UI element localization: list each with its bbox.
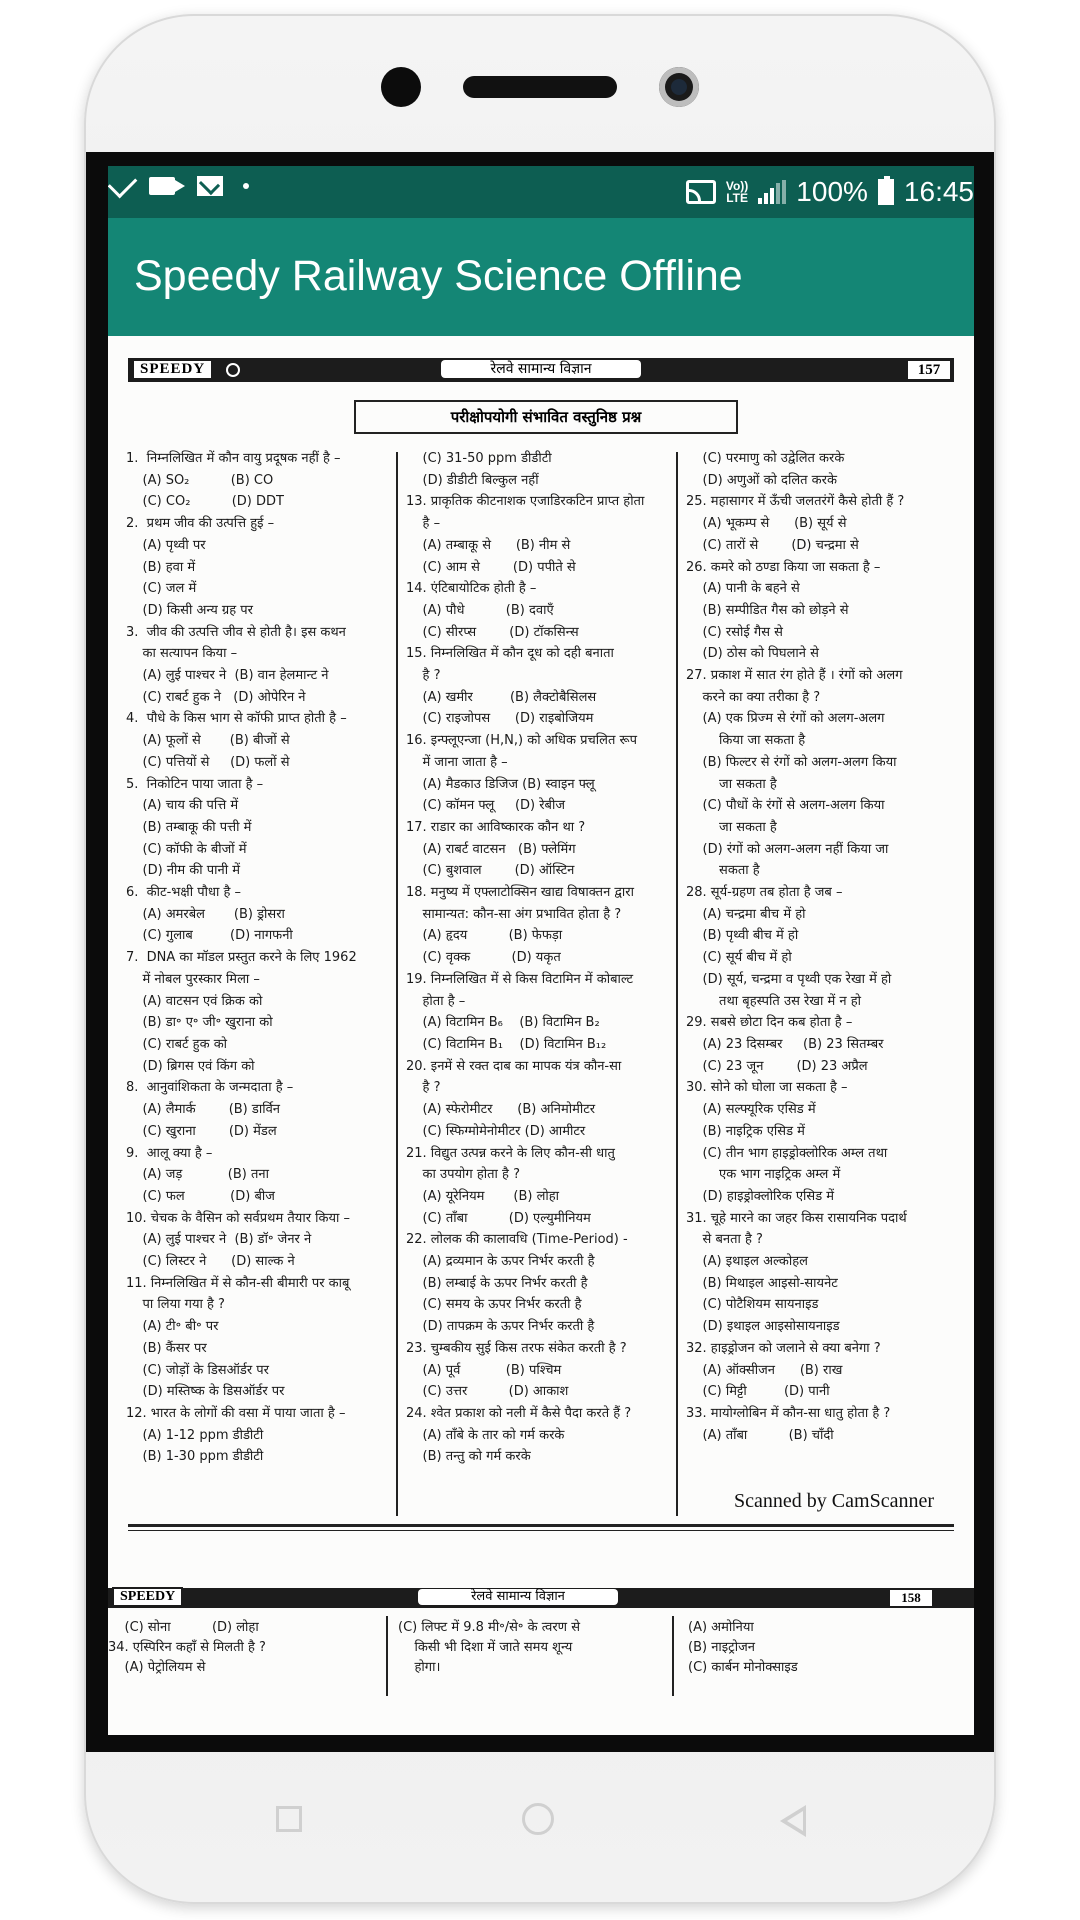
question-line: (B) पृथ्वी बीच में हो [686,928,799,944]
question-line: (A) पौधे (B) दवाएँ [406,602,554,618]
question-line: 6. कीट-भक्षी पौधा है – [126,885,242,901]
question-line: 23. चुम्बकीय सुई किस तरफ संकेत करती है ? [406,1340,627,1356]
question-line: (C) आम से (D) पपीते से [406,559,576,575]
question-line: (B) नाइट्रोजन [688,1640,755,1655]
question-line: 16. इन्फ्लूएन्जा (H,N,) को अधिक प्रचलित रूप [406,733,637,749]
question-line: 5. निकोटिन पाया जाता है – [126,776,264,792]
question-line: (C) वृक्क (D) यकृत [406,950,561,966]
question-line: (A) एक प्रिज्म से रंगों को अलग-अलग [686,711,885,727]
next-page-column-1 [108,1618,388,1678]
question-line: (B) नाइट्रिक एसिड में [686,1123,805,1139]
question-line: 27. प्रकाश में सात रंग होते हैं । रंगों को अलग [686,668,903,684]
question-line: 7. DNA का मॉडल प्रस्तुत करने के लिए 1962 [126,950,357,966]
question-line: (A) राबर्ट वाटसन (B) फ्लेमिंग [406,841,576,857]
earpiece-speaker [463,76,617,98]
question-line: 15. निम्नलिखित में कौन दूध को दही बनाता [406,646,614,662]
question-line: (B) सम्पीडित गैस को छोड़ने से [686,602,849,618]
question-line: (A) यूरेनियम (B) लोहा [406,1188,560,1204]
question-line: (C) सीरप्स (D) टॉकसिन्स [406,624,579,640]
question-line: (A) ऑक्सीजन (B) राख [686,1362,843,1378]
question-line: (D) हाइड्रोक्लोरिक एसिड में [686,1188,835,1204]
question-line: में नोबल पुरस्कार मिला – [126,971,260,987]
more-notifications-dot-icon [243,183,249,189]
question-line: (C) सोना (D) लोहा [108,1620,259,1635]
publisher-logo: SPEEDY [112,1587,183,1607]
status-bar [108,166,974,218]
question-line: (D) नीम की पानी में [126,863,241,879]
question-line: 24. श्वेत प्रकाश को नली में कैसे पैदा करते हैं ? [406,1405,632,1421]
question-line: (A) टी॰ बी॰ पर [126,1319,219,1335]
question-line: होगा। [398,1660,441,1675]
question-line: (C) विटामिन B₁ (D) विटामिन B₁₂ [406,1036,607,1052]
question-line: है ? [406,668,441,684]
question-line: (B) हवा में [126,559,196,575]
question-line: (C) स्फिग्मोमेनोमीटर (D) आमीटर [406,1123,586,1139]
battery-percent: 100% [796,176,868,207]
question-line: (A) लुई पाश्चर ने (B) डॉ॰ जेनर ने [126,1232,312,1248]
question-line: (D) सूर्य, चन्द्रमा व पृथ्वी एक रेखा में हो [686,971,892,987]
question-line: 31. चूहे मारने का जहर किस रासायनिक पदार्थ [686,1210,907,1226]
question-line: (D) ब्रिगस एवं किंग को [126,1058,255,1074]
book-title: रेलवे सामान्य विज्ञान [418,1589,618,1605]
question-line: (A) वाटसन एवं क्रिक को [126,993,263,1009]
question-line: है – [406,516,441,532]
section-title: परीक्षोपयोगी संभावित वस्तुनिष्ठ प्रश्न [354,400,738,434]
question-line: (C) पौधों के रंगों से अलग-अलग किया [686,798,885,814]
column-divider [386,1616,388,1696]
check-notification-icon [108,168,137,198]
question-line: (C) राबर्ट हुक को [126,1036,228,1052]
question-line: 25. महासागर में ऊँची जलतरंगें कैसे होती हैं ? [686,494,905,510]
scanner-watermark: Scanned by CamScanner [734,1490,934,1512]
question-line: 19. निम्नलिखित में से किस विटामिन में कोबाल्ट [406,971,634,987]
question-line: 29. सबसे छोटा दिन कब होता है – [686,1015,853,1031]
question-line: (B) मिथाइल आइसो-सायनेट [686,1275,838,1291]
question-line: 8. आनुवांशिकता के जन्मदाता है – [126,1080,294,1096]
question-line: (C) राइजोपस (D) राइबोजियम [406,711,594,727]
question-line: (A) लुई पाश्चर ने (B) वान हेलमान्ट ने [126,668,329,684]
question-line: (A) खमीर (B) लैक्टोबैसिलस [406,689,597,705]
question-line: 22. लोलक की कालावधि (Time-Period) - [406,1232,628,1248]
question-line: (A) ताँबे के तार को गर्म करके [406,1427,565,1443]
question-line: (A) विटामिन B₆ (B) विटामिन B₂ [406,1015,600,1031]
scanned-page-viewer[interactable] [108,336,974,1735]
battery-icon [878,179,894,205]
question-line: (A) हृदय (B) फेफड़ा [406,928,563,944]
question-line: (B) कैंसर पर [126,1340,207,1356]
question-line: (C) CO₂ (D) DDT [126,494,284,510]
question-line: (A) पेट्रोलियम से [108,1660,206,1675]
question-line: (A) स्फेरोमीटर (B) अनिमोमीटर [406,1102,596,1118]
question-line: 11. निम्नलिखित में से कौन-सी बीमारी पर काबू [126,1275,350,1291]
question-line: (A) लैमार्क (B) डार्विन [126,1102,281,1118]
cast-icon [686,180,716,204]
question-line: (A) SO₂ (B) CO [126,472,274,488]
question-line: सकता है [686,863,760,879]
question-line: तथा बृहस्पति उस रेखा में न हो [686,993,861,1009]
question-line: (C) तारों से (D) चन्द्रमा से [686,537,859,553]
question-line: (C) जल में [126,581,197,597]
question-line: 26. कमरे को ठण्डा किया जा सकता है – [686,559,881,575]
question-line: (A) 23 दिसम्बर (B) 23 सितम्बर [686,1036,884,1052]
screen [108,166,974,1735]
question-line: से बनता है ? [686,1232,763,1248]
question-line: करने का क्या तरीका है ? [686,689,821,705]
question-line: (C) राबर्ट हुक ने (D) ओपेरिन ने [126,689,306,705]
question-line: है ? [406,1080,441,1096]
question-line: (D) किसी अन्य ग्रह पर [126,602,253,618]
volte-icon: Vo)) LTE [725,179,749,205]
question-line: 30. सोने को घोला जा सकता है – [686,1080,848,1096]
question-line: सामान्यत: कौन-सा अंग प्रभावित होता है ? [406,906,622,922]
question-line: 32. हाइड्रोजन को जलाने से क्या बनेगा ? [686,1340,881,1356]
recent-apps-button[interactable] [276,1806,302,1832]
question-line: (A) 1-12 ppm डीडीटी [126,1427,264,1443]
column-divider [396,452,398,1516]
question-line: (C) बुशवाल (D) ऑस्टिन [406,863,575,879]
question-line: (C) कॉमन फ्लू (D) रेबीज [406,798,565,814]
question-line: किया जा सकता है [686,733,806,749]
header-circle-icon [226,363,240,377]
page-bottom-rule-thin [128,1530,954,1531]
question-line: का सत्यापन किया – [126,646,238,662]
question-line: जा सकता है [686,819,777,835]
signal-icon [758,180,786,204]
page-header [128,358,954,382]
question-line: (D) ठोस को पिघलाने से [686,646,819,662]
question-line: 14. एंटिबायोटिक होती है – [406,581,537,597]
question-line: पा लिया गया है ? [126,1297,225,1313]
question-line: (D) डीडीटी बिल्कुल नहीं [406,472,539,488]
question-line: 18. मनुष्य में एफ्लाटोक्सिन खाद्य विषाक्तन द्वारा [406,885,634,901]
question-line: (B) डा॰ ए॰ जी॰ खुराना को [126,1015,273,1031]
question-line: (D) तापक्रम के ऊपर निर्भर करती है [406,1319,595,1335]
question-line: (A) ताँबा (B) चाँदी [686,1427,834,1443]
page-number: 157 [906,359,952,381]
question-line: (C) लिफ्ट में 9.8 मी॰/से॰ के त्वरण से [398,1620,580,1635]
video-notification-icon [149,177,175,195]
question-line: (D) इथाइल आइसोसायनाइड [686,1319,840,1335]
question-line: (D) रंगों को अलग-अलग नहीं किया जा [686,841,889,857]
question-line: (D) अणुओं को दलित करके [686,472,837,488]
question-line: (B) तन्तु को गर्म करके [406,1449,531,1465]
question-line: (A) पृथ्वी पर [126,537,206,553]
home-button[interactable] [522,1803,554,1835]
question-line: (B) 1-30 ppm डीडीटी [126,1449,264,1465]
question-line: (A) अमरबेल (B) ड्रोसरा [126,906,285,922]
question-line: (A) चाय की पत्ति में [126,798,239,814]
front-camera [659,67,699,107]
question-line: (A) भूकम्प से (B) सूर्य से [686,516,847,532]
question-line: (C) परमाणु को उद्वेलित करके [686,451,845,466]
question-line: 12. भारत के लोगों की वसा में पाया जाता है – [126,1405,346,1421]
question-line: (A) पानी के बहने से [686,581,800,597]
column-divider [672,1616,674,1696]
question-line: (B) लम्बाई के ऊपर निर्भर करती है [406,1275,588,1291]
question-line: (C) फल (D) बीज [126,1188,275,1204]
question-line: एक भाग नाइट्रिक अम्ल में [686,1167,841,1183]
question-line: का उपयोग होता है ? [406,1167,520,1183]
question-column-1 [126,448,388,1468]
question-line: 3. जीव की उत्पत्ति जीव से होती है। इस कथन [126,624,346,640]
page-bottom-rule [128,1524,954,1527]
question-line: 1. निम्नलिखित में कौन वायु प्रदूषक नहीं है – [126,451,341,466]
back-button[interactable] [780,1805,806,1837]
question-line: (C) समय के ऊपर निर्भर करती है [406,1297,582,1313]
question-line: 2. प्रथम जीव की उत्पत्ति हुई – [126,516,275,532]
question-column-2 [406,448,668,1468]
page-number: 158 [888,1588,934,1608]
question-line: (C) पोटैशियम सायनाइड [686,1297,819,1313]
question-line: (C) कॉफी के बीजों में [126,841,247,857]
question-line: (A) पूर्व (B) पश्चिम [406,1362,562,1378]
question-line: 13. प्राकृतिक कीटनाशक एजाडिरकटिन प्राप्त होता [406,494,645,510]
question-line: (A) फूलों से (B) बीजों से [126,733,290,749]
question-line: (B) फिल्टर से रंगों को अलग-अलग किया [686,754,897,770]
question-line: (C) रसोई गैस से [686,624,783,640]
question-line: होता है – [406,993,466,1009]
question-line: (C) गुलाब (D) नागफनी [126,928,293,944]
question-line: (A) मैडकाउ डिजिज (B) स्वाइन फ्लू [406,776,595,792]
next-page-header [108,1588,974,1608]
proximity-sensor [381,67,421,107]
app-title: Speedy Railway Science Offline [134,252,743,300]
question-line: (A) द्रव्यमान के ऊपर निर्भर करती है [406,1254,595,1270]
next-page-column-2 [398,1618,668,1678]
next-page-column-3 [688,1618,958,1678]
question-line: (C) ताँबा (D) एल्युमीनियम [406,1210,591,1226]
question-line: (B) तम्बाकू की पत्ती में [126,819,252,835]
book-title: रेलवे सामान्य विज्ञान [441,360,641,378]
mail-notification-icon [197,176,223,196]
clock: 16:45 [903,176,974,207]
question-line: (C) खुराना (D) मेंडल [126,1123,277,1139]
publisher-logo: SPEEDY [132,359,213,380]
question-line: (C) 31-50 ppm डीडीटी [406,451,552,466]
app-bar [108,218,974,336]
question-line: (A) तम्बाकू से (B) नीम से [406,537,571,553]
question-line: 33. मायोग्लोबिन में कौन-सा धातु होता है ? [686,1405,891,1421]
question-line: में जाना जाता है – [406,754,508,770]
question-line: (C) लिस्टर ने (D) साल्क ने [126,1254,295,1270]
question-line: (C) तीन भाग हाइड्रोक्लोरिक अम्ल तथा [686,1145,888,1161]
question-line: (A) जड़ (B) तना [126,1167,269,1183]
question-line: 4. पौधे के किस भाग से कॉफी प्राप्त होती है – [126,711,347,727]
question-line: किसी भी दिशा में जाते समय शून्य [398,1640,573,1655]
question-line: (A) अमोनिया [688,1620,754,1635]
question-line: जा सकता है [686,776,777,792]
question-line: 21. विद्युत उत्पन्न करने के लिए कौन-सी धातु [406,1145,615,1161]
question-line: (C) कार्बन मोनोक्साइड [688,1660,798,1675]
question-line: 10. चेचक के वैसिन को सर्वप्रथम तैयार किया – [126,1210,351,1226]
question-line: 20. इनमें से रक्त दाब का मापक यंत्र कौन-सा [406,1058,622,1074]
question-line: (C) मिट्टी (D) पानी [686,1384,830,1400]
question-line: 17. राडार का आविष्कारक कौन था ? [406,819,586,835]
question-line: (C) सूर्य बीच में हो [686,950,792,966]
question-line: (C) जोड़ों के डिसऑर्डर पर [126,1362,269,1378]
question-line: 34. एस्पिरिन कहाँ से मिलती है ? [108,1640,266,1655]
column-divider [676,452,678,1516]
question-line: (C) 23 जून (D) 23 अप्रैल [686,1058,868,1074]
question-column-3 [686,448,960,1446]
question-line: 28. सूर्य-ग्रहण तब होता है जब – [686,885,843,901]
question-line: (C) उत्तर (D) आकाश [406,1384,569,1400]
question-line: (A) सल्फ्यूरिक एसिड में [686,1102,816,1118]
question-line: (A) इथाइल अल्कोहल [686,1254,808,1270]
question-line: (D) मस्तिष्क के डिसऑर्डर पर [126,1384,285,1400]
question-line: (C) पत्तियों से (D) फलों से [126,754,290,770]
question-line: (A) चन्द्रमा बीच में हो [686,906,806,922]
question-line: 9. आलू क्या है – [126,1145,213,1161]
